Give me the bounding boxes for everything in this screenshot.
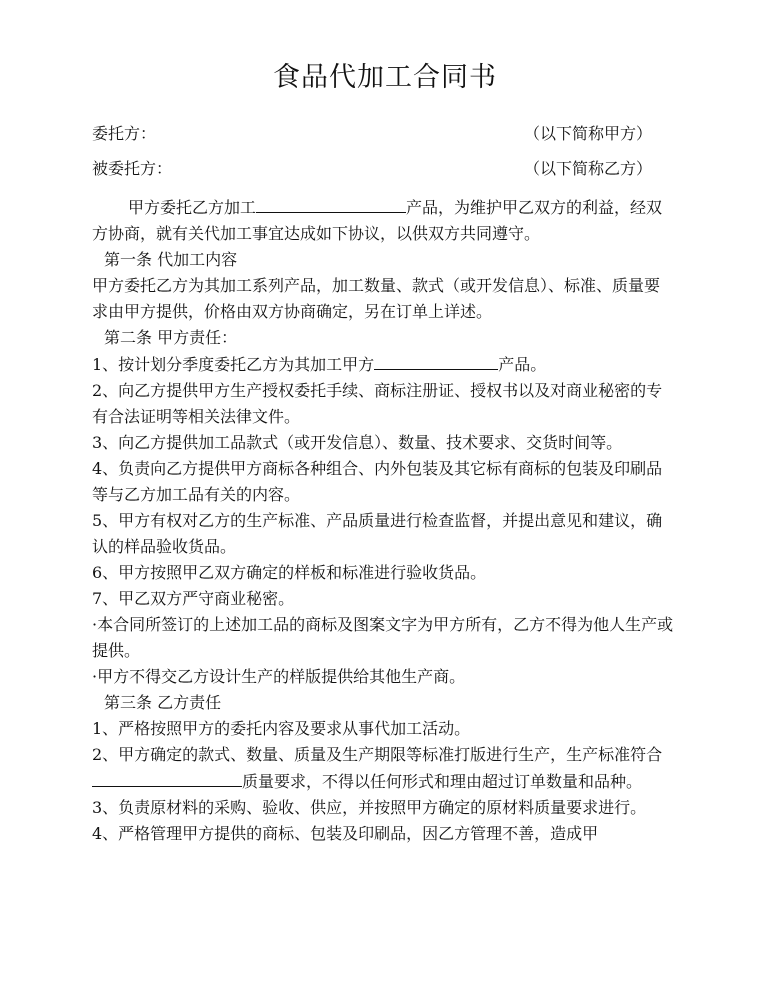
article2-item3: 3、向乙方提供加工品款式（或开发信息）、数量、技术要求、交货时间等。 xyxy=(92,433,623,452)
article3-item2-start: 2、甲方确定的款式、数量、质量及生产期限等标准打版进行生产，生产标准符合 xyxy=(92,745,663,764)
article3-item4: 4、严格管理甲方提供的商标、包装及印刷品，因乙方管理不善，造成甲 xyxy=(92,824,599,843)
article3-item1: 1、严格按照甲方的委托内容及要求从事代加工活动。 xyxy=(92,719,471,738)
article2-item1-end: 产品。 xyxy=(498,355,547,374)
contract-body xyxy=(92,194,674,847)
article3-heading: 第三条 乙方责任 xyxy=(104,693,222,712)
intro-text-start: 甲方委托乙方加工 xyxy=(128,198,257,217)
article2-item1-start: 1、按计划分季度委托乙方为其加工甲方 xyxy=(92,355,375,374)
article3-item2-end: 质量要求，不得以任何形式和理由超过订单数量和品种。 xyxy=(242,772,643,791)
article2-bullet1: ·本合同所签订的上述加工品的商标及图案文字为甲方所有，乙方不得为他人生产或提供。 xyxy=(92,615,674,660)
article2-product-blank xyxy=(374,351,498,370)
document-title: 食品代加工合同书 xyxy=(273,62,497,93)
intro-paragraph xyxy=(92,194,674,247)
article2-item4: 4、负责向乙方提供甲方商标各种组合、内外包装及其它标有商标的包装及印刷品等与乙方加工品有关的内容。 xyxy=(92,459,663,504)
article2-heading: 第二条 甲方责任： xyxy=(104,328,238,347)
contractor-label: 被委托方： xyxy=(92,159,173,178)
client-label: 委托方： xyxy=(92,124,157,143)
article2-item1 xyxy=(92,351,674,378)
article3-item2 xyxy=(92,742,674,795)
contractor-note: （以下简称乙方） xyxy=(523,159,652,178)
article2-item5: 5、甲方有权对乙方的生产标准、产品质量进行检查监督，并提出意见和建议，确认的样品验收货品。 xyxy=(92,511,663,556)
article2-item6: 6、甲方按照甲乙双方确定的样板和标准进行验收货品。 xyxy=(92,563,487,582)
article3-item3: 3、负责原材料的采购、验收、供应，并按照甲方确定的原材料质量要求进行。 xyxy=(92,798,647,817)
client-note: （以下简称甲方） xyxy=(523,124,652,143)
intro-text-end: 产品，为维护甲乙双方的利益，经双方协商，就有关代加工事宜达成如下协议，以供双方共同遵守。 xyxy=(92,198,663,243)
article1-heading: 第一条 代加工内容 xyxy=(104,250,238,269)
quality-standard-blank xyxy=(92,768,242,787)
product-name-blank xyxy=(256,194,406,213)
article1-text: 甲方委托乙方为其加工系列产品，加工数量、款式（或开发信息）、标准、质量要求由甲方提供，价格由双方协商确定，另在订单上详述。 xyxy=(92,276,661,321)
article2-bullet2: ·甲方不得交乙方设计生产的样版提供给其他生产商。 xyxy=(92,667,466,686)
article2-item7: 7、甲乙双方严守商业秘密。 xyxy=(92,589,295,608)
article2-item2: 2、向乙方提供甲方生产授权委托手续、商标注册证、授权书以及对商业秘密的专有合法证明等相关法律文件。 xyxy=(92,381,663,426)
